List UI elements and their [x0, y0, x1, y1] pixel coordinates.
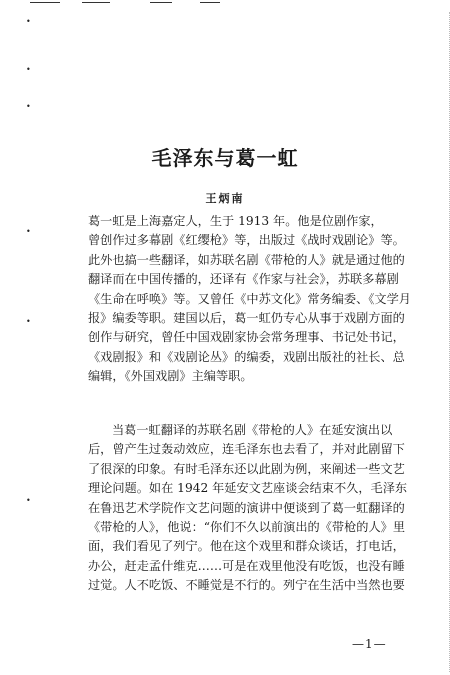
article-author: 王炳南	[205, 192, 245, 205]
binding-hole-mark: •	[26, 65, 31, 74]
top-mark	[82, 2, 110, 3]
text-line: 报》编委等职。建国以后，葛一虹仍专心从事于戏剧方面的	[88, 311, 405, 326]
text-line: 此外也搞一些翻译，如苏联名剧《带枪的人》就是通过他的	[88, 252, 405, 267]
text-line: 过觉。人不吃饭、不睡觉是不行的。列宁在生活中当然也要	[88, 578, 405, 593]
text-line: 《生命在呼唤》等。又曾任《中苏文化》常务编委、《文学月	[88, 291, 411, 306]
text-line: 理论问题。如在 1942 年延安文艺座谈会结束不久，毛泽东	[88, 481, 408, 496]
text-line: 《带枪的人》，他说：“你们不久以前演出的《带枪的人》里	[88, 520, 406, 535]
text-line: 面，我们看见了列宁。他在这个戏里和群众谈话，打电话，	[88, 539, 405, 554]
binding-hole-mark: •	[26, 17, 31, 26]
binding-hole-mark: •	[26, 227, 31, 236]
page-number: —1—	[352, 637, 387, 651]
text-line: 创作与研究，曾任中国戏剧家协会常务理事、书记处书记，	[88, 330, 405, 345]
text-line: 了很深的印象。有时毛泽东还以此剧为例，来阐述一些文艺	[88, 461, 405, 476]
top-mark	[200, 2, 220, 3]
text-line: 《戏剧报》和《戏剧论丛》的编委，戏剧出版社的社长、总	[88, 349, 405, 364]
top-mark	[30, 2, 60, 3]
top-mark	[150, 2, 172, 3]
binding-hole-mark: •	[26, 496, 31, 505]
text-line: 葛一虹是上海嘉定人，生于 1913 年。他是位剧作家，	[88, 214, 383, 228]
paragraph-1	[88, 212, 411, 387]
text-line: 后，曾产生过轰动效应，连毛泽东也去看了，并对此剧留下	[88, 442, 405, 457]
binding-hole-mark: •	[26, 317, 31, 326]
text-line: 翻译而在中国传播的，还译有《作家与社会》，苏联多幕剧	[88, 272, 399, 287]
text-line: 编辑，《外国戏剧》主编等职。	[88, 369, 253, 384]
text-line: 办公，赶走孟什维克……可是在戏里他没有吃饭，也没有睡	[88, 558, 405, 573]
text-line: 在鲁迅艺术学院作文艺问题的演讲中便谈到了葛一虹翻译的	[88, 500, 405, 515]
binding-hole-mark: •	[26, 102, 31, 111]
text-line: 曾创作过多幕剧《红缨枪》等，出版过《战时戏剧论》等。	[88, 233, 405, 248]
paragraph-2	[88, 421, 408, 596]
text-line: 当葛一虹翻译的苏联名剧《带枪的人》在延安演出以	[112, 423, 393, 437]
top-edge-marks	[0, 2, 450, 8]
article-title: 毛泽东与葛一虹	[151, 146, 299, 170]
